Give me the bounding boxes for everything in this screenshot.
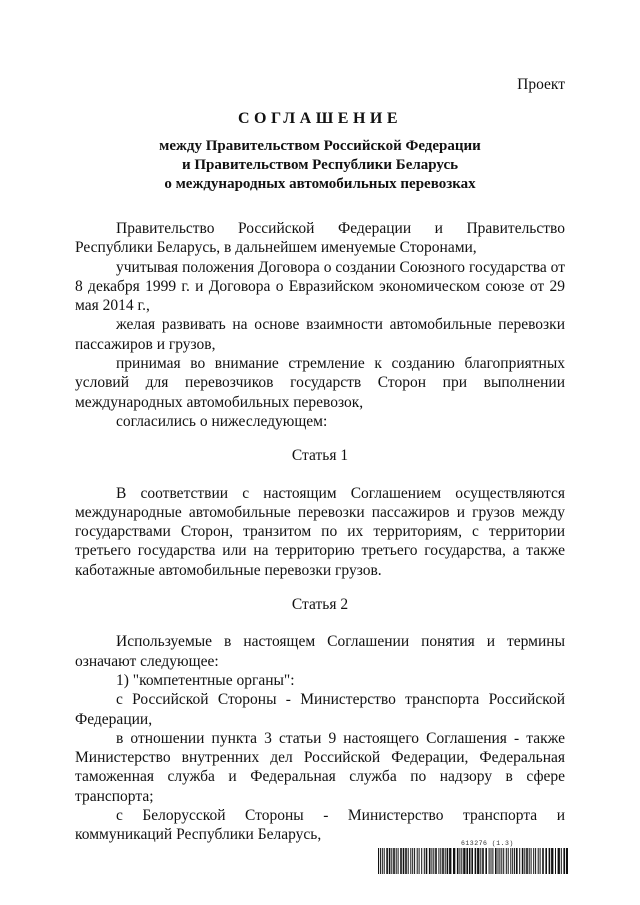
draft-label: Проект — [517, 76, 565, 93]
preamble-paragraph: желая развивать на основе взаимности автомобильные перевозки пассажиров и грузов, — [75, 316, 565, 353]
subtitle-line-1: между Правительством Российской Федерации — [159, 138, 481, 154]
barcode-image — [378, 848, 568, 874]
preamble-paragraph: принимая во внимание стремление к созданию благоприятных условий для перевозчиков государств Сторон при выполнении международных автомобильных перевозок, — [75, 355, 565, 411]
article-2-heading: Статья 2 — [291, 596, 349, 614]
article-2-paragraph: Используемые в настоящем Соглашении понятия и термины означают следующее: — [75, 633, 565, 670]
document-subtitle — [0, 137, 640, 194]
preamble-paragraph: согласились о нижеследующем: — [116, 412, 328, 430]
article-1-paragraph: В соответствии с настоящим Соглашением осуществляются международные автомобильные перевозки пассажиров и грузов между государствами Сторон, транзитом по их территориям, с территории третьего государства или на территорию третьего государства, а также каботажные автомобильные перевозки грузов. — [75, 484, 565, 579]
subtitle-line-2: и Правительством Республики Беларусь — [181, 157, 459, 173]
article-2-paragraph: 1) "компетентные органы": — [116, 671, 295, 689]
preamble-paragraph: учитывая положения Договора о создании Союзного государства от 8 декабря 1999 г. и Договора о Евразийском экономическом союзе от 29 мая 2014 г., — [75, 258, 565, 315]
document-title: СОГЛАШЕНИЕ — [237, 110, 403, 127]
subtitle-line-3: о международных автомобильных перевозках — [164, 176, 476, 192]
article-1-heading: Статья 1 — [291, 447, 349, 465]
preamble-paragraph: Правительство Российской Федерации и Правительство Республики Беларусь, в дальнейшем именуемые Сторонами, — [75, 220, 565, 257]
article-2-paragraph: с Белорусской Стороны - Министерство транспорта и коммуникаций Республики Беларусь, — [75, 807, 565, 844]
document-body — [75, 219, 565, 845]
barcode-number: 613276 (1.3) — [461, 840, 514, 847]
article-2-paragraph: в отношении пункта 3 статьи 9 настоящего Соглашения - также Министерство внутренних дел Российской Федерации, Федеральная таможенная служба и Федеральная служба по надзору в сфере транспорта; — [75, 729, 565, 805]
article-2-paragraph: с Российской Стороны - Министерство транспорта Российской Федерации, — [75, 691, 565, 728]
